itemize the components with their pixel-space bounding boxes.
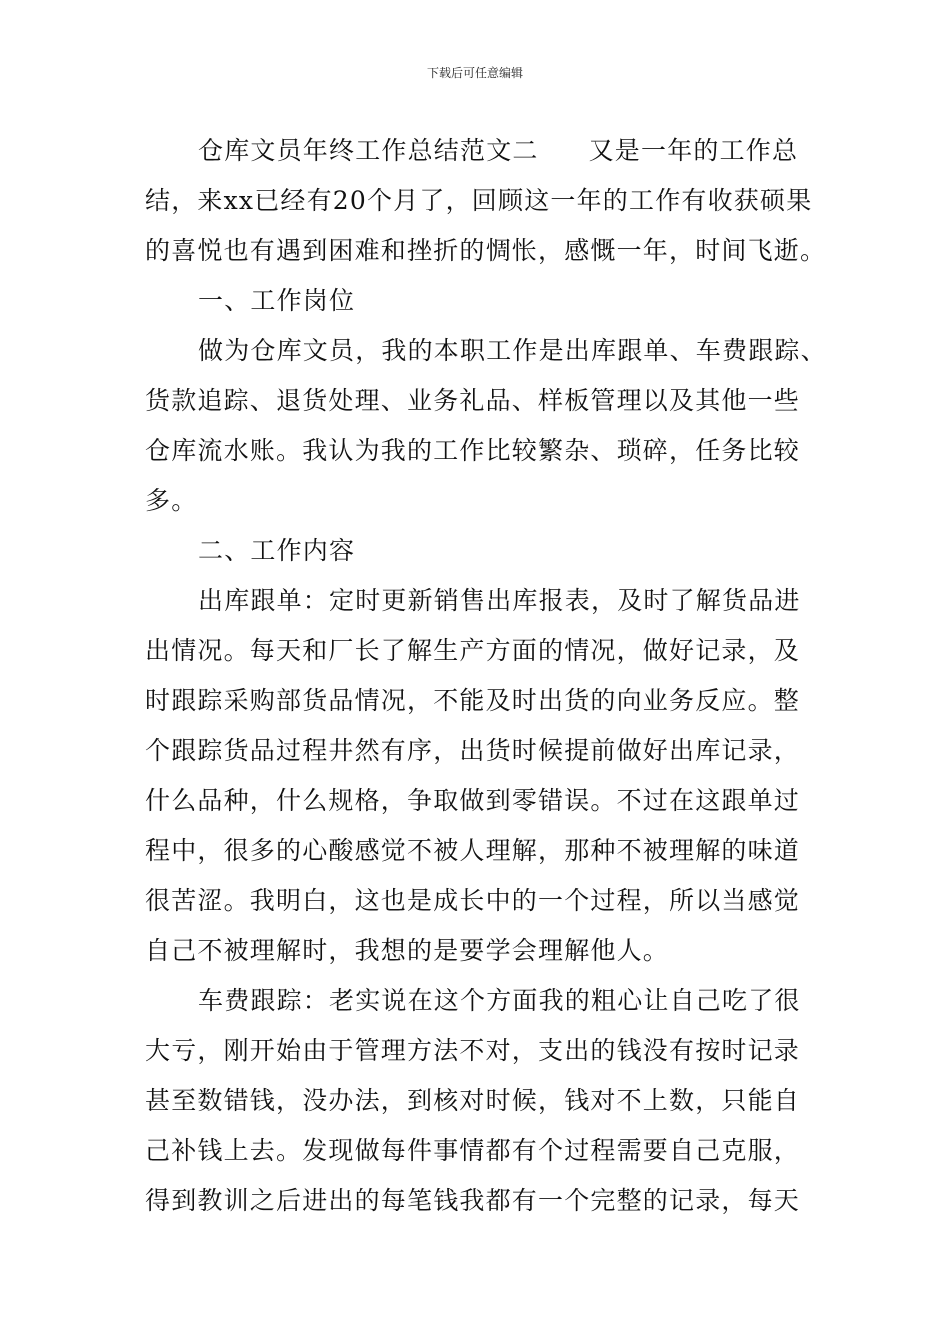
text-line: 大亏，刚开始由于管理方法不对，支出的钱没有按时记录 xyxy=(145,1036,801,1065)
text-line: 出库跟单：定时更新销售出库报表，及时了解货品进 xyxy=(198,586,801,615)
document-title: 仓库文员年终工作总结范文二 xyxy=(198,136,539,165)
text-line: 时跟踪采购部货品情况，不能及时出货的向业务反应。整 xyxy=(145,686,801,715)
text-line: 甚至数错钱，没办法，到核对时候，钱对不上数，只能自 xyxy=(145,1086,801,1115)
text-line: 什么品种，什么规格，争取做到零错误。不过在这跟单过 xyxy=(145,786,801,815)
section-heading: 二、工作内容 xyxy=(198,536,356,565)
text-line: 车费跟踪：老实说在这个方面我的粗心让自己吃了很 xyxy=(198,986,801,1015)
document-body xyxy=(145,126,827,1226)
text-line: 个跟踪货品过程井然有序，出货时候提前做好出库记录， xyxy=(145,736,801,765)
text-line: 很苦涩。我明白，这也是成长中的一个过程，所以当感觉 xyxy=(145,886,801,915)
text-line xyxy=(145,126,815,176)
text-line: 多。 xyxy=(145,486,198,515)
text-line: 得到教训之后进出的每笔钱我都有一个完整的记录，每天 xyxy=(145,1186,801,1215)
text-line: 己补钱上去。发现做每件事情都有个过程需要自己克服， xyxy=(145,1136,801,1165)
text-line: 自己不被理解时，我想的是要学会理解他人。 xyxy=(145,936,670,965)
text-segment: 又是一年的工作总 xyxy=(588,136,799,165)
page-header: 下载后可任意编辑 xyxy=(426,66,523,80)
text-line: 出情况。每天和厂长了解生产方面的情况，做好记录，及 xyxy=(145,636,801,665)
section-heading: 一、工作岗位 xyxy=(198,286,356,315)
text-line: 结，来xx已经有20个月了，回顾这一年的工作有收获硕果 xyxy=(145,186,813,215)
text-line: 程中，很多的心酸感觉不被人理解，那种不被理解的味道 xyxy=(145,836,801,865)
text-line: 仓库流水账。我认为我的工作比较繁杂、琐碎，任务比较 xyxy=(145,436,801,465)
text-line: 做为仓库文员，我的本职工作是出库跟单、车费跟踪、 xyxy=(198,336,827,365)
text-line: 货款追踪、退货处理、业务礼品、样板管理以及其他一些 xyxy=(145,386,801,415)
text-line: 的喜悦也有遇到困难和挫折的惆怅，感慨一年，时间飞逝。 xyxy=(145,236,827,265)
